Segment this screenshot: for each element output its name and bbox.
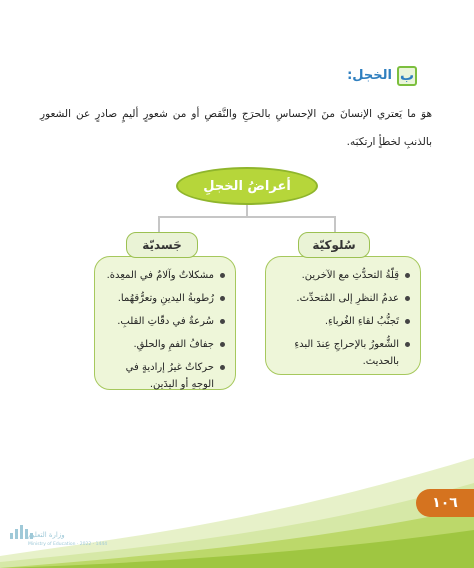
behavioral-list — [272, 267, 412, 370]
branch-label-behavioral: سُلوكيّة — [298, 232, 370, 258]
connector-left-drop — [158, 216, 160, 232]
list-item: جفافُ الفمِ والحلقِ. — [101, 336, 227, 353]
physical-list — [101, 267, 227, 393]
ministry-logo-icon — [8, 519, 78, 559]
list-item: مشكلاتٌ وآلامٌ في المعِدة. — [101, 267, 227, 284]
section-badge: ب — [397, 66, 417, 86]
connector-horizontal — [159, 216, 336, 218]
branch-behavioral-box — [265, 256, 421, 375]
ministry-logo-subtext: Ministry of Education · 2022 - 1444 — [28, 542, 108, 547]
list-item: قِلّةُ التحدُّثِ مع الآخرين. — [272, 267, 412, 284]
list-item: رُطوبةُ اليدينِ وتعرُّقهُما. — [101, 290, 227, 307]
branch-label-physical: جَسديّة — [126, 232, 198, 258]
list-item: تَجنُّبُ لقاءِ الغُرباءِ. — [272, 313, 412, 330]
list-item: سُرعةٌ في دقّاتِ القلبِ. — [101, 313, 227, 330]
connector-right-drop — [334, 216, 336, 232]
list-item: حركاتٌ غيرُ إراديةٍ في الوجهِ أو اليدَين. — [101, 359, 227, 393]
diagram-main-node: أعراضُ الخجلِ — [176, 167, 318, 205]
page-number: ١٠٦ — [416, 489, 474, 517]
list-item: عدمُ النظرِ إلى المُتحدِّث. — [272, 290, 412, 307]
list-item: الشُّعورُ بالإحراجِ عِندَ البدءِ بالحديث. — [272, 336, 412, 370]
ministry-logo-text: وزارة التعليم — [28, 531, 65, 539]
definition-paragraph: هوَ ما يَعتري الإنسانَ منَ الإحساسِ بالحرَجِ والنَّقصِ أو من شعورٍ أليمٍ صادرٍ عن الشعورِ بالذنبِ لخطأٍ ارتكبَه. — [40, 108, 432, 148]
branch-physical-box — [94, 256, 236, 390]
section-title: الخجل: — [347, 68, 392, 83]
